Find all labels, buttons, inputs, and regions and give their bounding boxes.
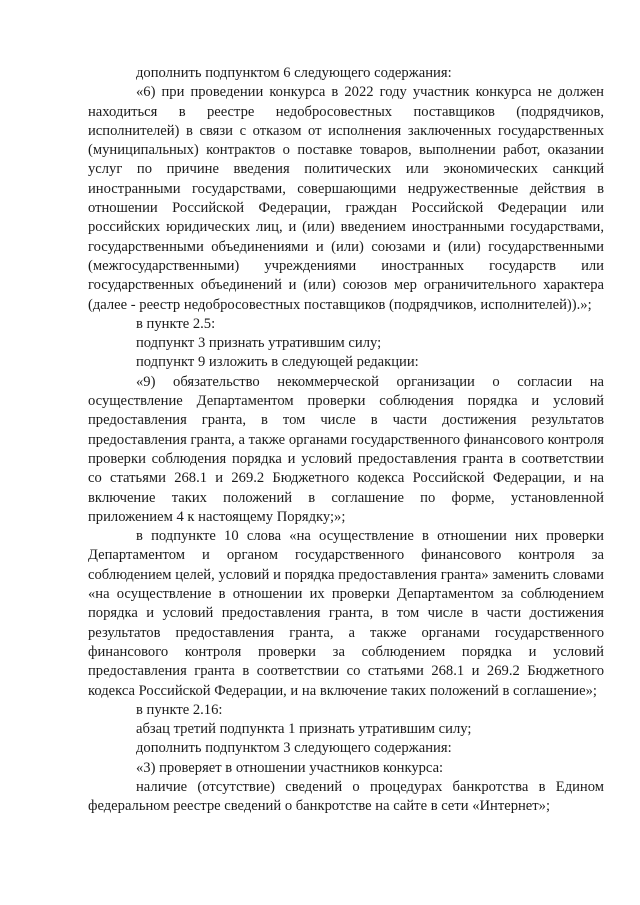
paragraph: дополнить подпунктом 6 следующего содержания: xyxy=(136,65,452,81)
paragraph: «9) обязательство некоммерческой организации о согласии на осуществление Департаментом проверки соблюдения порядка и условий предоставления гранта, в том числе в части достижения результатов предоставления гранта, а также органами государственного финансового контроля проверки соблюдения порядка и условий предоставления гранта в соответствии со статьями 268.1 и 269.2 Бюджетного кодекса Российской Федерации, и на включение таких положений в соглашение по форме, установленной приложением 4 к настоящему Порядку;»; xyxy=(88,373,604,525)
paragraph: дополнить подпунктом 3 следующего содержания: xyxy=(136,740,452,757)
paragraph: «6) при проведении конкурса в 2022 году участник конкурса не должен находиться в реестре недобросовестных поставщиков (подрядчиков, исполнителей) в связи с отказом от исполнения заключенных государственных (муниципальных) контрактов о поставке товаров, выполнении работ, оказании услуг по причине введения политических или экономических санкций иностранными государствами, совершающими недружественные действия в отношении Российской Федерации, граждан Российской Федерации или российских юридических лиц, и (или) введением иностранными государствами, государственными объединениями и (или) союзами и (или) государственными (межгосударственными) учреждениями иностранных государств или государственных объединений и (или) союзов мер ограничительного характера (далее - реестр недобросовестных поставщиков (подрядчиков, исполнителей)).»; xyxy=(88,84,604,313)
paragraph: «3) проверяет в отношении участников конкурса: xyxy=(136,759,444,776)
paragraph: подпункт 3 признать утратившим силу; xyxy=(136,335,382,352)
document-page xyxy=(88,64,604,817)
paragraph: в пункте 2.5: xyxy=(136,315,216,332)
paragraph: подпункт 9 изложить в следующей редакции: xyxy=(136,354,419,371)
paragraph: абзац третий подпункта 1 признать утратившим силу; xyxy=(136,721,472,738)
paragraph: в подпункте 10 слова «на осуществление в отношении них проверки Департаментом и органом государственного финансового контроля за соблюдением целей, условий и порядка предоставления гранта» заменить словами «на осуществление в отношении их проверки Департаментом за соблюдением порядка и условий предоставления гранта, в том числе в части достижения результатов предоставления гранта, а также органами государственного финансового контроля проверки за соблюдением порядка и условий предоставления гранта в соответствии со статьями 268.1 и 269.2 Бюджетного кодекса Российской Федерации, и на включение таких положений в соглашение»; xyxy=(88,528,604,699)
paragraph: наличие (отсутствие) сведений о процедурах банкротства в Едином федеральном реестре сведений о банкротстве на сайте в сети «Интернет»; xyxy=(88,778,604,815)
paragraph: в пункте 2.16: xyxy=(136,701,223,718)
